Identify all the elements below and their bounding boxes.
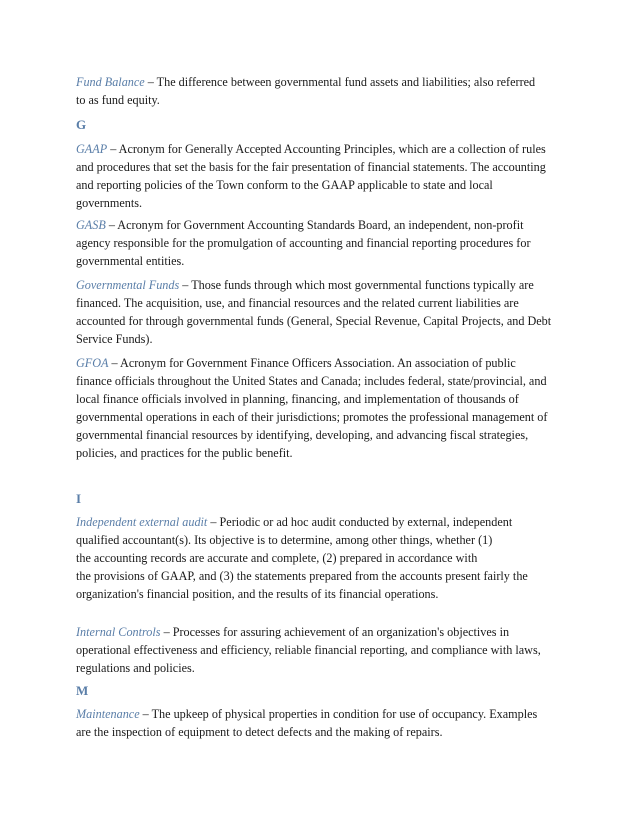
definition-line: the provisions of GAAP, and (3) the statements prepared from the accounts present fairly the [76,569,528,583]
entry-governmental-funds [76,276,566,348]
entry-maintenance [76,705,566,741]
definition-line: – Acronym for Government Accounting Standards Board, an independent, non-profit [105,218,524,232]
definition-line: governments. [76,196,143,210]
entry-fund-balance [76,73,566,109]
term-fund-balance: Fund Balance [76,75,145,89]
entry-gasb [76,216,566,270]
definition-line: governmental operations in each of their jurisdictions; promotes the professional management of [76,410,548,424]
definition-line: and reporting policies of the Town conform to the GAAP applicable to state and local [76,178,493,192]
section-letter-g: G [76,117,87,132]
term-gaap: GAAP [76,142,108,156]
definition-line: finance officials throughout the United States and Canada; includes federal, state/provincial, and [76,374,547,388]
definition-line: operational effectiveness and efficiency, reliable financial reporting, and compliance with laws, [76,643,541,657]
definition-line: – The upkeep of physical properties in condition for use of occupancy. Examples [139,707,538,721]
definition-line: qualified accountant(s). Its objective is to determine, among other things, whether (1) [76,533,493,547]
definition-line: agency responsible for the promulgation of accounting and financial reporting procedures for [76,236,531,250]
term-gfoa: GFOA [76,356,109,370]
definition-line: policies, and practices for the public benefit. [76,446,293,460]
section-letter-i: I [76,491,82,506]
definition-line: Service Funds). [76,332,153,346]
term-governmental-funds: Governmental Funds [76,278,180,292]
term-internal-controls: Internal Controls [76,625,161,639]
definition-line: financed. The acquisition, use, and financial resources and the related current liabilities are [76,296,519,310]
definition-line: accounted for through governmental funds (General, Special Revenue, Capital Projects, and Debt [76,314,552,328]
term-independent-external-audit: Independent external audit [76,515,208,529]
definition-line: governmental entities. [76,254,185,268]
entry-gaap [76,140,566,212]
entry-independent-external-audit [76,513,566,603]
definition-line: the accounting records are accurate and complete, (2) prepared in accordance with [76,551,478,565]
definition-line: organization's financial position, and the results of its financial operations. [76,587,439,601]
definition-line: local finance officials involved in planning, financing, and implementation of thousands of [76,392,519,406]
definition-line: – The difference between governmental fund assets and liabilities; also referred [144,75,536,89]
term-maintenance: Maintenance [76,707,140,721]
definition-line: are the inspection of equipment to detect defects and the making of repairs. [76,725,443,739]
entry-internal-controls [76,623,566,677]
definition-line: – Acronym for Generally Accepted Accounting Principles, which are a collection of rules [107,142,546,156]
definition-line: governmental financial resources by identifying, developing, and advancing fiscal strategies, [76,428,529,442]
entry-gfoa [76,354,566,462]
definition-line: – Processes for assuring achievement of an organization's objectives in [160,625,510,639]
definition-line: – Those funds through which most governmental functions typically are [179,278,534,292]
definition-line: to as fund equity. [76,93,160,107]
definition-line: and procedures that set the basis for the fair presentation of financial statements. The accounting [76,160,546,174]
definition-line: – Periodic or ad hoc audit conducted by external, independent [207,515,513,529]
definition-line: regulations and policies. [76,661,195,675]
term-gasb: GASB [76,218,106,232]
definition-line: – Acronym for Government Finance Officers Association. An association of public [108,356,516,370]
section-letter-m: M [76,683,89,698]
